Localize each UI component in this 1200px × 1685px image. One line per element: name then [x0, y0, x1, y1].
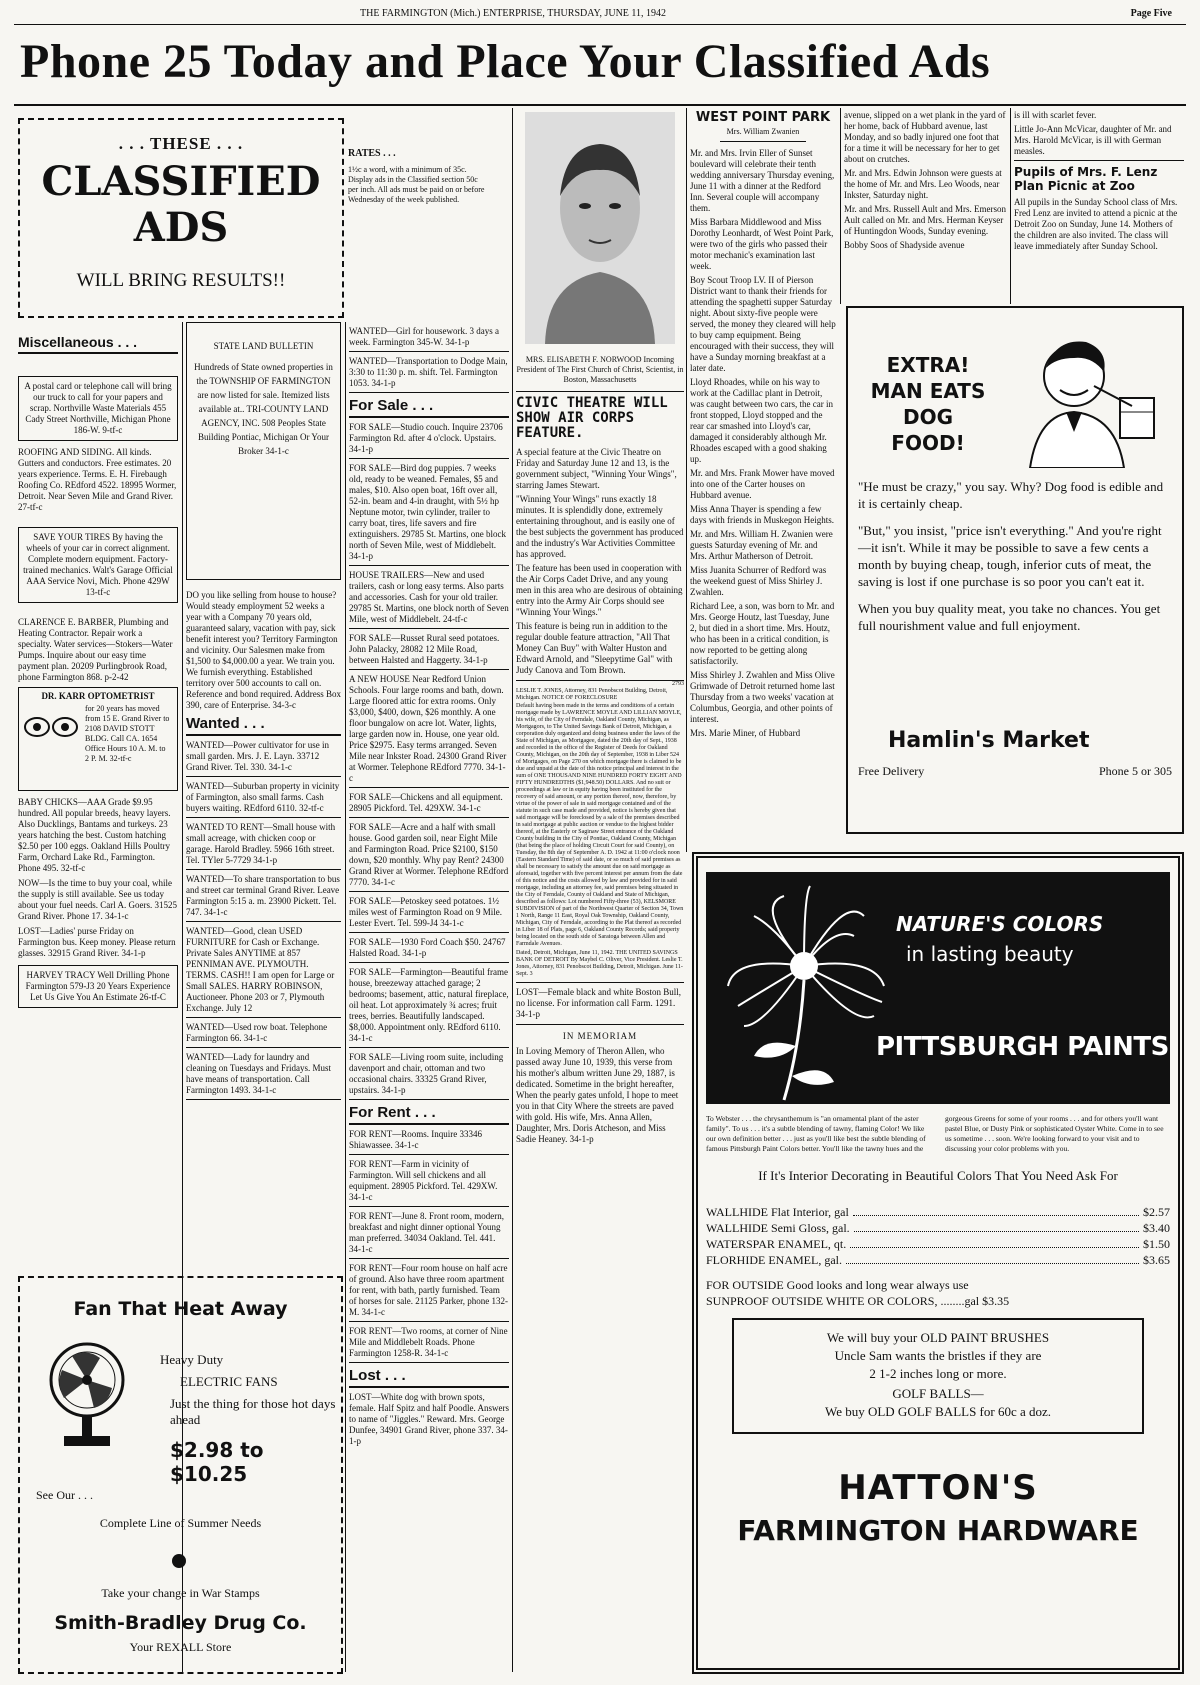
- leader-dots: [850, 1236, 1139, 1248]
- ad-item: FOR SALE—1930 Ford Coach $50. 24767 Halsted Road. 34-1-p: [349, 937, 509, 963]
- foreclosure-title: LESLIE T. JONES, Attorney, 831 Penobscot Building, Detroit, Michigan. NOTICE OF FORECLOSURE: [516, 688, 668, 701]
- fan-rexall: Your REXALL Store: [129, 1640, 232, 1654]
- news-paragraph: Miss Anna Thayer is spending a few days with friends in Muskegon Heights.: [690, 504, 834, 525]
- fan-see-our: See Our . . .: [36, 1488, 93, 1502]
- state-land-body: Hundreds of State owned properties in the TOWNSHIP OF FARMINGTON are now listed for sale. Itemized lists available at.. TRI-COUNTY LAND AGENCY, INC. 508 Peoples State Building Pontiac, Michigan Or Your Broker 34-1-c: [194, 362, 333, 456]
- price-row: [706, 1236, 1170, 1252]
- news-paragraph: Lloyd Rhoades, while on his way to work at the Cadillac plant in Detroit, was caught between two cars, the car in front stopped, Lloyd stopped and the rear car smashed into Lloyd's car, damaged it considerably although Mr. Rhoades escaped with a good shaking up.: [690, 377, 833, 464]
- section-rule: [516, 391, 684, 392]
- classified-promo-box: [18, 118, 344, 318]
- brushes-line1: We will buy your OLD PAINT BRUSHES: [826, 1330, 1050, 1345]
- eyes-icon: [23, 710, 81, 744]
- price-row: [706, 1220, 1170, 1236]
- leader-dots: [846, 1252, 1139, 1264]
- fan-line1: Heavy Duty: [160, 1352, 224, 1367]
- for-rent-list: [349, 1129, 509, 1363]
- price-value: $3.65: [1143, 1253, 1170, 1267]
- lost-purse-ad: LOST—Ladies' purse Friday on Farmington bus. Keep money. Please return glasses. 32915 Grand River. 34-1-p: [18, 926, 176, 958]
- for-sale-heading: For Sale . . .: [349, 397, 509, 418]
- foreclosure-code: 2793: [672, 681, 684, 687]
- news-paragraph: Richard Lee, a son, was born to Mr. and Mrs. George Houtz, last Tuesday, June 2, but died in a short time. Mrs. Houtz, who has been in a critical condition, is now reported to be getting along satisfactorily.: [690, 601, 835, 666]
- fan-ad: [18, 1276, 343, 1674]
- roofing-ad: ROOFING AND SIDING. All kinds. Gutters and conductors. Free estimates. 20 years experience. Terms. E. H. Firebaugh Roofing Co. REdford 4522. 18995 Wormer, Detroit. Near Seven Mile and Grand River. 27-tf-c: [18, 447, 177, 512]
- column-2: [186, 322, 341, 1100]
- brushes-line2: Uncle Sam wants the bristles if they are: [834, 1348, 1042, 1363]
- lenz-headline: Pupils of Mrs. F. Lenz Plan Picnic at Zoo: [1014, 165, 1158, 193]
- col3-top-ads: [349, 326, 509, 393]
- paints-tag2: in lasting beauty: [906, 942, 1074, 966]
- promo-ads: ADS: [133, 204, 229, 251]
- state-land-title: STATE LAND BULLETIN: [213, 341, 314, 351]
- lost-heading: Lost . . .: [349, 1367, 509, 1388]
- news-paragraph: Miss Barbara Middlewood and Miss Dorothy Leonhardt, of West Point Park, were two of the girls who passed their motor mechanic's examination last week.: [690, 217, 834, 271]
- ad-item: WANTED TO RENT—Small house with small acreage, with chicken coop or garage. Harold Bradley. 5966 16th street. Tel. TYler 5-7729 34-1-p: [186, 822, 341, 870]
- civic-paragraph: A special feature at the Civic Theatre on Friday and Saturday June 12 and 13, is the government subject, "Winning Your Wings", starring James Stewart.: [516, 447, 677, 490]
- ad-item: HOUSE TRAILERS—New and used trailers, cash or long easy terms. Also parts and accessories. Cash for your old trailer. 29785 St. Martins, one block north of Seven Mile, west of Middlebelt. 24-tf-c: [349, 570, 509, 629]
- news-paragraph: Mr. and Mrs. Edwin Johnson were guests at the home of Mr. and Mrs. Leo Woods, near Inkster, Saturday night.: [844, 168, 1002, 200]
- promo-these: . . . THESE . . .: [118, 134, 244, 153]
- miscellaneous-column: [18, 334, 178, 1008]
- hamlin-paragraph: When you buy quality meat, you take no chances. You get full nourishment value and full enjoyment.: [858, 601, 1161, 633]
- paints-sunproof: SUNPROOF OUTSIDE WHITE OR COLORS, ........gal $3.35: [706, 1294, 1010, 1308]
- price-value: $2.57: [1143, 1205, 1170, 1219]
- golf-line2: We buy OLD GOLF BALLS for 60c a doz.: [824, 1404, 1052, 1419]
- golf-line1: GOLF BALLS—: [892, 1386, 984, 1401]
- ad-item: FOR SALE—Bird dog puppies. 7 weeks old, ready to be weaned. Females, $5 and males, $10. Also open boat, 16ft over all, 52-in. beam and 4-in draught, with 5½ hp Neptune motor, twin cylinder, trailer to carry boat, tires, life savers and fire extinguishers. 29785 St. Martins, one block north of Seven Mile, west of Middlebelt. 34-1-p: [349, 463, 509, 566]
- running-head-text: THE FARMINGTON (Mich.) ENTERPRISE, THURSDAY, JUNE 11, 1942: [360, 8, 667, 19]
- news-paragraph: Mr. and Mrs. Russell Ault and Mrs. Emerson Ault called on Mr. and Mrs. Herman Keyser of Huntingdon Woods, Sunday evening.: [844, 204, 1006, 236]
- chicks-ad: BABY CHICKS—AAA Grade $9.95 hundred. All popular breeds, heavy layers. Also Ducklings, Bantams and turkeys. 23 years hatching the best. Custom hatching $2.50 per 100 eggs. Oakland Hills Poultry Farm, Orchard Lake Rd., Farmington. Phone 495. 32-tf-c: [18, 797, 171, 873]
- column-rule: [840, 108, 841, 304]
- section-rule: [516, 982, 684, 983]
- news-paragraph: Miss Shirley J. Zwahlen and Miss Olive Grimwade of Detroit returned home last Thursday from a two weeks' vacation at Columbus, Georgia, and other points of interest.: [690, 670, 835, 724]
- fan-stamps: Take your change in War Stamps: [101, 1586, 260, 1600]
- paints-banner: [706, 872, 1170, 1104]
- banner-rule: [14, 104, 1186, 106]
- lost-bull-ad: LOST—Female black and white Boston Bull, no license. For information call Farm. 1291. 34-1-p: [516, 987, 681, 1019]
- fan-line2: ELECTRIC FANS: [180, 1374, 278, 1389]
- promo-classified: CLASSIFIED: [41, 158, 321, 205]
- section-rule: [1014, 160, 1184, 161]
- karr-title: DR. KARR OPTOMETRIST: [41, 691, 155, 701]
- news-paragraph: Little Jo-Ann McVicar, daughter of Mr. and Mrs. Harold McVicar, is ill with German measles.: [1014, 124, 1172, 156]
- karr-body: for 20 years has moved from 15 E. Grand River to 2108 DAVID STOTT BLDG. Call CA. 1654 Office Hours 10 A. M. to 2 P. M. 32-tf-c: [85, 704, 170, 763]
- ad-item: FOR SALE—Living room suite, including davenport and chair, ottoman and two occasional chairs. 33325 Grand River, upstairs. 34-1-p: [349, 1052, 509, 1100]
- news-paragraph: avenue, slipped on a wet plank in the yard of her home, back of Hubbard avenue, last Monday, and so badly injured one foot that for a time it will be necessary for her to get about on crutches.: [844, 110, 1006, 164]
- ad-item: FOR RENT—Two rooms, at corner of Nine Mile and Middlebelt Roads. Phone Farmington 1258-R. 34-1-c: [349, 1326, 509, 1363]
- man-eating-illustration: [1016, 328, 1176, 468]
- price-item: WALLHIDE Flat Interior, gal: [706, 1205, 849, 1219]
- news-paragraph: Mr. and Mrs. William H. Zwanien were guests Saturday evening of Mr. and Mrs. Arthur Matherson of Detroit.: [690, 529, 833, 561]
- column-rule: [345, 322, 346, 1672]
- leader-dots: [853, 1204, 1139, 1216]
- portrait-caption: MRS. ELISABETH F. NORWOOD Incoming President of The First Church of Christ, Scientist, in Boston, Massachusetts: [516, 355, 684, 384]
- column-7-news: [1014, 110, 1184, 255]
- for-rent-heading: For Rent . . .: [349, 1104, 509, 1125]
- ad-item: WANTED—Used row boat. Telephone Farmington 66. 34-1-c: [186, 1022, 341, 1048]
- price-value: $1.50: [1143, 1237, 1170, 1251]
- paint-price-list: [706, 1204, 1170, 1268]
- civic-paragraph: This feature is being run in addition to the regular double feature attraction, "All That Money Can Buy" with Walter Huston and Edward Arnold, and "Sleepytime Gal" with Judy Canova and Tom Brown.: [516, 621, 673, 675]
- banner-headline: Phone 25 Today and Place Your Classified Ads: [20, 35, 991, 88]
- ad-item: WANTED—Transportation to Dodge Main, 3:30 to 11:30 p. m. shift. Tel. Farmington 1053. 34-1-p: [349, 356, 509, 393]
- selling-ad: DO you like selling from house to house? Would steady employment 52 weeks a year with a Company 70 years old, guaranteed salary, vacation with pay, sick benefit interest you? Territory Farmington and vicinity. Our Salesmen make from $1,500 to $4,000.00 a year. We train you. We furnish everything. Established territory over 500 accounts to call on. Reference and bond required. Address Box 390, care of Enterprise. 34-3-c: [186, 590, 341, 710]
- page-label: Page Five: [1130, 8, 1172, 19]
- brushes-line3: 2 1-2 inches long or more.: [869, 1366, 1007, 1381]
- ad-item: FOR SALE—Farmington—Beautiful frame house, breezeway attached garage; 2 bedrooms; basement, attic, natural fireplace, oil heat. Lot approximately ¾ acres; fruit trees, berries. Beautifully landscaped. $8,000. Appointment only. REdford 6110. 34-1-c: [349, 967, 509, 1048]
- hatton-store1: HATTON'S: [838, 1468, 1038, 1508]
- ad-item: FOR RENT—June 8. Front room, modern, breakfast and night dinner optional Young man preferred. 34034 Oakland. Tel. 441. 34-1-c: [349, 1211, 509, 1259]
- price-item: WATERSPAR ENAMEL, qt.: [706, 1237, 847, 1251]
- portrait-photo: [525, 112, 675, 344]
- memoriam-body: In Loving Memory of Theron Allen, who passed away June 10, 1939, this verse from his mother's album written June 29, 1887, is dedicated. Sometime in the bright hereafter, When the pearly gates unfold, I hope to meet you in that City Where the streets are paved with gold. His wife, Mrs. Anna Allen, Daughter, Mrs. Doris Atcheson, and Miss Sadie Heaney. 34-1-p: [516, 1046, 679, 1144]
- paints-tag1: NATURE'S COLORS: [896, 912, 1104, 936]
- fan-icon: [42, 1338, 132, 1450]
- karr-ad: [18, 687, 178, 791]
- news-paragraph: Boy Scout Troop LV. II of Pierson District want to thank their friends for attending the spaghetti supper Saturday night. About sixty-five people were served, the money they cleared will help to buy camp equipment. Being encouraged with their success, they will have a Sunday morning breakfast at a later date.: [690, 275, 836, 373]
- hamlin-store: Hamlin's Market: [888, 728, 1090, 753]
- ad-item: WANTED—To share transportation to bus and street car terminal Grand River. Leave Farmington 5:15 a. m. 23900 Pickett. Tel. 747. 34-1-c: [186, 874, 341, 922]
- ad-item: WANTED—Good, clean USED FURNITURE for Cash or Exchange. Private Sales ANYTIME at 857 PENNIMAN AVE. PLYMOUTH. TERMS. CASH!! I am open for Large or Small SALES. HARRY ROBINSON, Auctioneer. Phone 203 or 7, Plymouth Exchange. July 12: [186, 926, 341, 1018]
- fan-store: Smith-Bradley Drug Co.: [54, 1612, 307, 1634]
- ad-item: A NEW HOUSE Near Redford Union Schools. Four large rooms and bath, down. Large floored attic for extra rooms. Only $3,000, $400, down, $26 monthly. A one floor bungalow on acre lot. Water, lights, large garden now in. House, one year old. Price $2975. Easy terms arranged. Seven Mile near Inkster Road. 24300 Grand River at Wormer. Telephone REdford 7770. 34-1-c: [349, 674, 509, 788]
- ad-item: FOR SALE—Acre and a half with small house. Good garden soil, near Eight Mile and Farmington Road. Price $2100, $150 down, $20 monthly. Why pay Rent? 24300 Grand River at Wormer. Telephone REdford 7770. 34-1-c: [349, 822, 509, 892]
- hamlin-headline: EXTRA! MAN EATS DOG FOOD!: [870, 353, 986, 455]
- west-point-byline: Mrs. William Zwanien: [726, 127, 800, 136]
- paints-copy: To Webster . . . the chrysanthemum is "an ornamental plant of the aster family". To us . . . it's a subtle blending of tawny, flaming Color! We like our own definition better . . . just as you'll like best the subtle blending of famous Pittsburgh Paint Colors better. You'll like the tawny hues and the gorgeous Greens for some of your rooms . . . and for others you'll want pastel Blue, or Dusty Pink or sophisticated Oyster White. Come in to see us sometime . . . soon. We're looking forward to your visit and to discussing your color problems with you.: [706, 1114, 1164, 1153]
- news-paragraph: Mr. and Mrs. Frank Mower have moved into one of the Carter houses on Hubbard avenue.: [690, 468, 835, 500]
- for-sale-list: [349, 422, 509, 1100]
- tracy-ad: HARVEY TRACY Well Drilling Phone Farmington 579-J3 20 Years Experience Let Us Give You An Estimate 26-tf-C: [18, 965, 178, 1008]
- barber-ad: CLARENCE E. BARBER, Plumbing and Heating Contractor. Repair work a specialty. Water services—Stokers—Water Pumps. Inquire about our easy time payment plan. 20209 Purlingbrook Road, phone Farmington 868. p-2-42: [18, 617, 173, 682]
- hamlin-copy: [858, 478, 1172, 637]
- column-rule: [686, 108, 687, 852]
- coal-ad: NOW—Is the time to buy your coal, while the supply is still available. See us today about your fuel needs. Carl A. Goers. 31525 Grand River. Phone 17. 34-1-c: [18, 878, 177, 921]
- top-rule: [14, 24, 1186, 25]
- fan-line3: Just the thing for those hot days ahead: [170, 1396, 336, 1427]
- price-row: [706, 1252, 1170, 1268]
- ad-item: FOR SALE—Chickens and all equipment. 28905 Pickford. Tel. 429XW. 34-1-c: [349, 792, 509, 818]
- price-item: FLORHIDE ENAMEL, gal.: [706, 1253, 842, 1267]
- ad-item: FOR SALE—Russet Rural seed potatoes. John Palacky, 28082 12 Mile Road, between Halsted and Haggerty. 34-1-p: [349, 633, 509, 670]
- foreclosure-dated: Dated, Detroit, Michigan, June 11, 1942. THE UNITED SAVINGS BANK OF DETROIT By Maybel C. Oliver, Vice President. Leslie T. Jones, Attorney, 831 Penobscot Building, Detroit, Michigan. June 11-Sept. 3: [516, 950, 683, 977]
- brushes-box: [732, 1318, 1144, 1434]
- fan-title: Fan That Heat Away: [73, 1298, 288, 1320]
- wanted-heading: Wanted . . .: [186, 715, 341, 736]
- ad-item: FOR RENT—Farm in vicinity of Farmington. Will sell chickens and all equipment. 28905 Pickford. Tel. 429XW. 34-1-c: [349, 1159, 509, 1207]
- miscellaneous-heading: Miscellaneous . . .: [18, 334, 178, 354]
- civic-headline: CIVIC THEATRE WILL SHOW AIR CORPS FEATURE.: [516, 395, 668, 441]
- section-rule: [516, 1024, 684, 1025]
- price-item: WALLHIDE Semi Gloss, gal.: [706, 1221, 850, 1235]
- ad-item: FOR RENT—Rooms. Inquire 33346 Shiawassee. 34-1-c: [349, 1129, 509, 1155]
- ad-item: WANTED—Suburban property in vicinity of Farmington, also small farms. Cash buyers waiting. REdford 6110. 32-tf-c: [186, 781, 341, 818]
- price-row: [706, 1204, 1170, 1220]
- ad-item: FOR RENT—Four room house on half acre of ground. Also have three room apartment for rent, with bath, partly furnished. Team of horses for sale. 21125 Parker, phone 132-M. 34-1-c: [349, 1263, 509, 1322]
- hamlin-paragraph: "But," you insist, "price isn't everything." And you're right—it isn't. While it may be possible to save a few cents a month by buying cheap, tough, inferior cuts of meat, the saving is lost if one purchase is so poor you can't eat it.: [858, 523, 1162, 589]
- column-rule: [512, 108, 513, 1672]
- ad-item: WANTED—Lady for laundry and cleaning on Tuesdays and Fridays. Must have means of transportation. Call Farmington 1493. 34-1-c: [186, 1052, 341, 1100]
- west-point-body: [690, 148, 836, 739]
- west-point-heading: WEST POINT PARK: [695, 110, 831, 125]
- paints-ad: [692, 852, 1184, 1674]
- fan-complete: Complete Line of Summer Needs: [99, 1516, 262, 1530]
- paints-brand: PITTSBURGH PAINTS: [876, 1032, 1169, 1062]
- column-rule: [1010, 108, 1011, 304]
- hamlin-delivery: Free Delivery: [858, 764, 925, 778]
- memoriam-heading: IN MEMORIAM: [562, 1031, 638, 1041]
- hatton-store2: FARMINGTON HARDWARE: [737, 1514, 1139, 1547]
- column-3: [349, 322, 509, 1447]
- civic-paragraph: The feature has been used in cooperation with the Air Corps Cadet Drive, and any young men in this area who are desirous of obtaining entry into the Army Air Corps should see "Winning Your Wings.": [516, 563, 683, 617]
- paints-outside: FOR OUTSIDE Good looks and long wear always use: [706, 1278, 969, 1292]
- leader-dots: [854, 1220, 1139, 1232]
- civic-paragraph: "Winning Your Wings" runs exactly 18 minutes. It is splendidly done, extremely entertaining throughout, and is easily one of the best subjects the government has produced and the industry's War Activities Committee has approved.: [516, 494, 684, 559]
- ad-item: FOR SALE—Studio couch. Inquire 23706 Farmington Rd. after 4 o'clock. Upstairs. 34-1-p: [349, 422, 509, 459]
- state-land-ad: [186, 322, 341, 580]
- paints-sub: If It's Interior Decorating in Beautiful Colors That You Need Ask For: [758, 1168, 1118, 1183]
- ad-item: FOR SALE—Petoskey seed potatoes. 1½ miles west of Farmington Road on 9 Mile. Lester Evert. Tel. 599-J4 34-1-c: [349, 896, 509, 933]
- west-point-column: [690, 110, 836, 742]
- rates-title: RATES . . .: [348, 148, 396, 159]
- column-6-news: [844, 110, 1006, 254]
- rates-body: 1½c a word, with a minimum of 35c. Display ads in the Classified section 50c per inch. All ads must be paid on or before Wednesday of the week published.: [348, 165, 485, 204]
- ad-item: WANTED—Girl for housework. 3 days a week. Farmington 345-W. 34-1-p: [349, 326, 509, 352]
- news-paragraph: is ill with scarlet fever.: [1014, 110, 1097, 120]
- hamlin-phone: Phone 5 or 305: [1099, 764, 1172, 778]
- bullet-icon: [172, 1554, 186, 1568]
- ad-item: WANTED—Power cultivator for use in small garden. Mrs. J. E. Layn. 33712 Grand River. Tel. 330. 34-1-c: [186, 740, 341, 777]
- news-paragraph: Mrs. Marie Miner, of Hubbard: [690, 728, 801, 738]
- promo-results: WILL BRING RESULTS!!: [76, 270, 286, 291]
- column-4: [516, 112, 684, 1145]
- fan-price: $2.98 to $10.25: [170, 1438, 264, 1486]
- price-value: $3.40: [1143, 1221, 1170, 1235]
- running-head: [0, 6, 1200, 22]
- civic-body: [516, 447, 684, 676]
- wanted-list: [186, 740, 341, 1100]
- hamlin-paragraph: "He must be crazy," you say. Why? Dog food is edible and it is certainly cheap.: [858, 479, 1164, 511]
- news-paragraph: Mr. and Mrs. Irvin Eller of Sunset boulevard will celebrate their tenth wedding anniversary Thursday evening, June 11 with a dinner at the Redford Inn. Several couple will accompany them.: [690, 148, 835, 213]
- waste-ad: A postal card or telephone call will bring our truck to call for your papers and scrap. Northville Waste Materials 455 Cady Street Northville, Michigan Phone 186-W. 9-tf-c: [18, 376, 178, 441]
- hamlin-ad: [846, 306, 1184, 834]
- news-paragraph: All pupils in the Sunday School class of Mrs. Fred Lenz are invited to attend a picnic at the Detroit Zoo on Sunday, June 14. Mothers of the children are also invited. The class will leave immediately after Sunday School.: [1014, 197, 1178, 251]
- lost-dog-ad: LOST—White dog with brown spots, female. Half Spitz and half Poodle. Answers to name of "Jiggles." Reward. Mrs. George Dunfee, 34901 Grand River, phone 337. 34-1-p: [349, 1392, 509, 1446]
- chrysanthemum-icon: [714, 876, 894, 1102]
- tires-ad: SAVE YOUR TIRES By having the wheels of your car in correct alignment. Complete modern equipment. Factory-trained mechanics. Walt's Garage Official AAA Service Novi, Mich. Phone 429W 13-tf-c: [18, 527, 178, 603]
- foreclosure-body: Default having been made in the terms and conditions of a certain mortgage made by LAWRENCE MOYLE AND LILLIAN MOYLE, his wife, of the City of Ferndale, Oakland County, Michigan, as Mortgagors, to The United Savings Bank of Detroit, Michigan, a corporation duly organized and doing business under the laws of the State of Michigan, as Mortgagee, dated the 20th day of Sept., 1938 and recorded in the office of the Register of Deeds for Oakland County, Michigan, on the 20th day of September, 1938 in Liber 524 of Mortgages, on Page 270 on which mortgage there is claimed to be due and unpaid at the date of this notice principal and interest in the sum of ONE THOUSAND NINE HUNDRED FORTY EIGHT AND FIFTY HUNDREDTHS ($1,948.50) DOLLARS. And no suit or proceedings at law or in equity having been instituted for the recovery of said amount, or any portion thereof, now, therefore, by virtue of the power of sale in said mortgage contained and of the statute in such case made and provided, notice is hereby given that said mortgage will be foreclosed by a sale of the premises described in said mortgage at public auction or vendue to the highest bidder thereof, at the Easterly or Saginaw Street entrance of the Oakland County building in the City of Pontiac, Oakland County, Michigan (that being the place of holding Circuit Court for said County), on Tuesday, the 8th day of September A. D. 1942 at 11:00 o'clock noon (Eastern Standard Time) of said date, or so much of said premises as shall be necessary to satisfy the amount due on said mortgage as aforesaid, together with five percent interest per annum from the date of this notice and the costs allowed by law and provided for in said mortgage, including an attorney fee, said premises being situated in the City of Ferndale, County of Oakland and State of Michigan, described as follows: Lot numbered Fifty-three (53), KELSMORE SUBDIVISION of part of the Northwest Quarter of Section 34, Town 1 North, Range 11 East, Royal Oak Township, Oakland County, Michigan, City of Ferndale, according to the Plat thereof as recorded in Liber 18 of Plats, page 6, Oakland County Records; said property being located on the south side of Saratoga between Allen and Farmdale Avenues.: [516, 703, 684, 947]
- news-paragraph: Bobby Soos of Shadyside avenue: [844, 240, 965, 250]
- short-rule: [720, 141, 806, 142]
- news-paragraph: Miss Juanita Schurrer of Redford was the weekend guest of Miss Shirley J. Zwahlen.: [690, 565, 827, 597]
- rates-block: [348, 148, 488, 205]
